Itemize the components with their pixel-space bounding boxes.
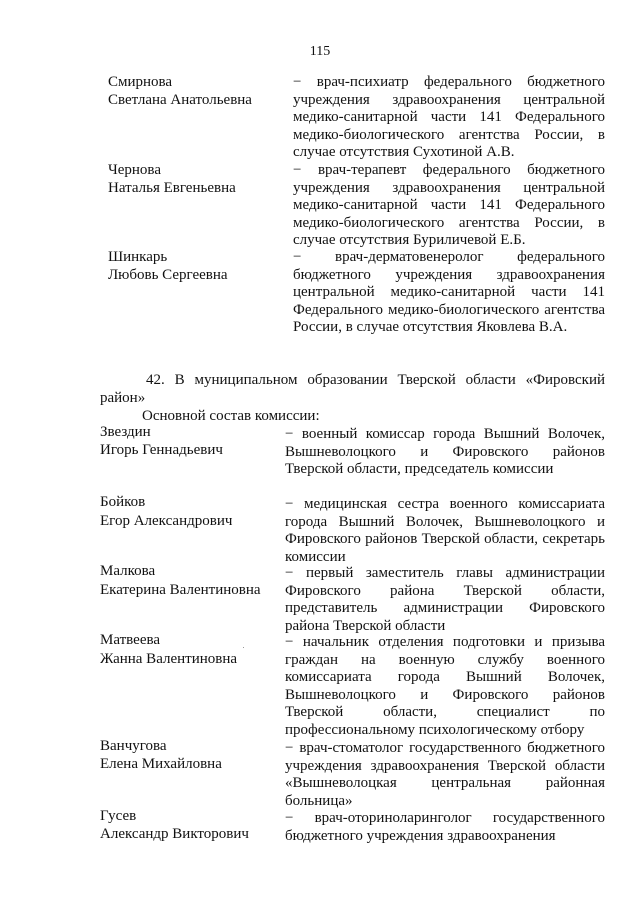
member-role: − первый заместитель главы администрации Фировского района Тверской области, представитель администрации Фировского района Тверской области bbox=[285, 565, 605, 634]
member-given-names: Светлана Анатольевна bbox=[108, 92, 252, 108]
section-heading: 42. В муниципальном образовании Тверской области «Фировский район» bbox=[100, 372, 605, 406]
member-role: − врач-стоматолог государственного бюджетного учреждения здравоохранения Тверской области «Вышневолоцкая центральная районная больница» bbox=[285, 740, 605, 809]
member-role: − военный комиссар города Вышний Волочек, Вышневолоцкого и Фировского районов Тверской области, председатель комиссии bbox=[285, 426, 605, 477]
member-given-names: Елена Михайловна bbox=[100, 756, 222, 772]
composition-label: Основной состав комиссии: bbox=[142, 408, 320, 424]
member-surname: Малкова bbox=[100, 563, 156, 579]
page-number: 115 bbox=[309, 44, 331, 59]
member-given-names: Наталья Евгеньевна bbox=[108, 180, 236, 196]
member-surname: Бойков bbox=[100, 494, 146, 510]
member-given-names: Екатерина Валентиновна bbox=[100, 582, 261, 598]
member-role: − врач-оториноларинголог государственного бюджетного учреждения здравоохранения bbox=[285, 810, 605, 844]
member-role: − начальник отделения подготовки и призыва граждан на военную службу военного комиссариата города Вышний Волочек, Вышневолоцкого и Фировского районов Тверской области, специалист по профессиональному психологическому отбору bbox=[285, 634, 605, 738]
member-surname: Звездин bbox=[100, 424, 151, 440]
member-role: − врач-психиатр федерального бюджетного учреждения здравоохранения центральной медико-санитарной части 141 Федерального медико-биологического агентства России, в случае отсутствия Сухотиной А.В. bbox=[293, 74, 605, 160]
member-given-names: Егор Александрович bbox=[100, 513, 233, 529]
member-surname: Ванчугова bbox=[100, 738, 167, 754]
member-surname: Шинкарь bbox=[108, 249, 168, 265]
member-surname: Чернова bbox=[108, 162, 161, 178]
member-role: − врач-дерматовенеролог федерального бюджетного учреждения здравоохранения центральной медико-санитарной части 141 Федерального медико-биологического агентства России, в случае отсутствия Яковлева В.А. bbox=[293, 249, 605, 335]
member-role: − врач-терапевт федерального бюджетного учреждения здравоохранения центральной медико-санитарной части 141 Федерального медико-биологического агентства России, в случае отсутствия Буриличевой Е.Б. bbox=[293, 162, 605, 248]
member-surname: Гусев bbox=[100, 808, 137, 824]
member-role: − медицинская сестра военного комиссариата города Вышний Волочек, Вышневолоцкого и Фировского районов Тверской области, секретарь комиссии bbox=[285, 496, 605, 565]
member-surname: Смирнова bbox=[108, 74, 173, 90]
member-given-names: Игорь Геннадьевич bbox=[100, 442, 223, 458]
scan-speck bbox=[243, 647, 244, 648]
member-given-names: Александр Викторович bbox=[100, 826, 249, 842]
member-given-names: Любовь Сергеевна bbox=[108, 267, 228, 283]
member-given-names: Жанна Валентиновна bbox=[100, 651, 238, 667]
member-surname: Матвеева bbox=[100, 632, 161, 648]
